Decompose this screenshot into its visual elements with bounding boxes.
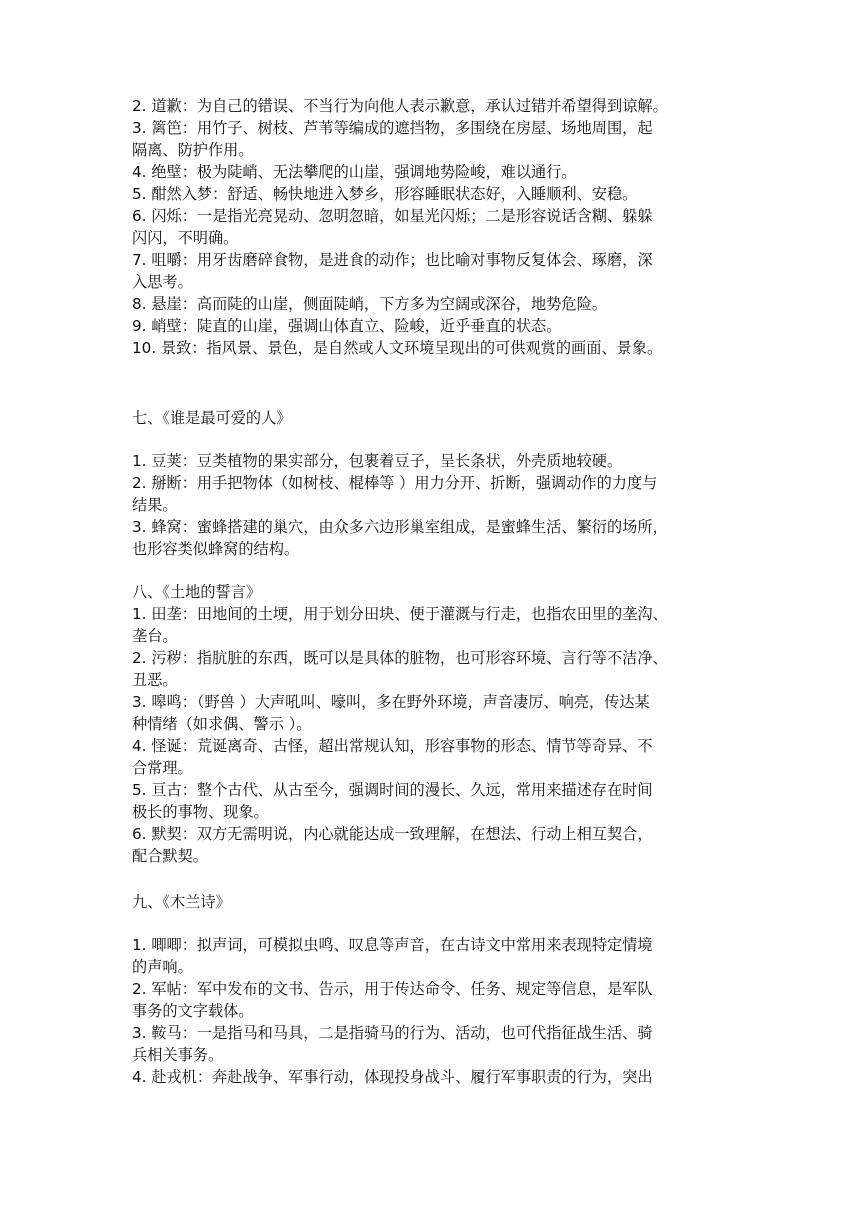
text-line: 9. 峭壁：陡直的山崖，强调山体直立、险峻，近乎垂直的状态。 — [132, 317, 562, 335]
text-line: 4. 怪诞：荒诞离奇、古怪，超出常规认知，形容事物的形态、情节等奇异、不 — [132, 737, 653, 755]
text-line: 3. 蜂窝：蜜蜂搭建的巢穴，由众多六边形巢室组成，是蜜蜂生活、繁衍的场所， — [132, 518, 668, 536]
section-heading: 八、《土地的誓言》 — [132, 583, 262, 601]
text-line: 3. 鞍马：一是指马和马具，二是指骑马的行为、活动，也可代指征战生活、骑 — [132, 1024, 653, 1042]
text-line: 的声响。 — [132, 958, 193, 976]
text-line: 2. 军帖：军中发布的文书、告示，用于传达命令、任务、规定等信息，是军队 — [132, 980, 653, 998]
text-line: 3. 嗥鸣：（野兽 ）大声吼叫、嚎叫，多在野外环境，声音凄厉、响亮，传达某 — [132, 693, 650, 711]
text-line: 入思考。 — [132, 273, 193, 291]
text-line: 闪闪，不明确。 — [132, 229, 239, 247]
text-line: 4. 绝壁：极为陡峭、无法攀爬的山崖，强调地势险峻，难以通行。 — [132, 163, 577, 181]
text-line: 隔离、防护作用。 — [132, 141, 254, 159]
text-line: 2. 道歉：为自己的错误、不当行为向他人表示歉意，承认过错并希望得到谅解。 — [132, 97, 668, 115]
text-line: 3. 篱笆：用竹子、树枝、芦苇等编成的遮挡物，多围绕在房屋、场地周围，起 — [132, 119, 653, 137]
text-line: 7. 咀嚼：用牙齿磨碎食物，是进食的动作；也比喻对事物反复体会、琢磨，深 — [132, 251, 653, 269]
text-line: 6. 默契：双方无需明说，内心就能达成一致理解，在想法、行动上相互契合， — [132, 825, 653, 843]
text-line: 5. 酣然入梦：舒适、畅快地进入梦乡，形容睡眠状态好，入睡顺利、安稳。 — [132, 185, 638, 203]
text-line: 1. 唧唧：拟声词，可模拟虫鸣、叹息等声音，在古诗文中常用来表现特定情境 — [132, 936, 653, 954]
text-line: 10. 景致：指风景、景色，是自然或人文环境呈现出的可供观赏的画面、景象。 — [132, 339, 663, 357]
text-line: 垄台。 — [132, 627, 178, 645]
text-line: 兵相关事务。 — [132, 1046, 224, 1064]
text-line: 1. 田垄：田地间的土埂，用于划分田块、便于灌溉与行走，也指农田里的垄沟、 — [132, 605, 668, 623]
section-heading: 七、《谁是最可爱的人》 — [132, 409, 292, 427]
text-line: 丑恶。 — [132, 671, 178, 689]
text-line: 也形容类似蜂窝的结构。 — [132, 540, 300, 558]
text-line: 4. 赴戎机：奔赴战争、军事行动，体现投身战斗、履行军事职责的行为，突出 — [132, 1068, 653, 1086]
text-line: 6. 闪烁：一是指光亮晃动、忽明忽暗，如星光闪烁；二是形容说话含糊、躲躲 — [132, 207, 653, 225]
text-line: 2. 污秽：指肮脏的东西，既可以是具体的脏物，也可形容环境、言行等不洁净、 — [132, 649, 668, 667]
text-line: 8. 悬崖：高而陡的山崖，侧面陡峭，下方多为空阔或深谷，地势危险。 — [132, 295, 607, 313]
text-line: 5. 亘古：整个古代、从古至今，强调时间的漫长、久远，常用来描述存在时间 — [132, 781, 653, 799]
text-line: 配合默契。 — [132, 847, 208, 865]
text-line: 种情绪（如求偶、警示 ）。 — [132, 715, 312, 733]
text-line: 合常理。 — [132, 759, 193, 777]
text-line: 结果。 — [132, 496, 178, 514]
text-line: 1. 豆荚：豆类植物的果实部分，包裹着豆子，呈长条状，外壳质地较硬。 — [132, 452, 623, 470]
text-line: 2. 掰断：用手把物体（如树枝、棍棒等 ）用力分开、折断，强调动作的力度与 — [132, 474, 658, 492]
section-heading: 九、《木兰诗》 — [132, 893, 231, 911]
text-line: 事务的文字载体。 — [132, 1002, 254, 1020]
text-line: 极长的事物、现象。 — [132, 803, 269, 821]
